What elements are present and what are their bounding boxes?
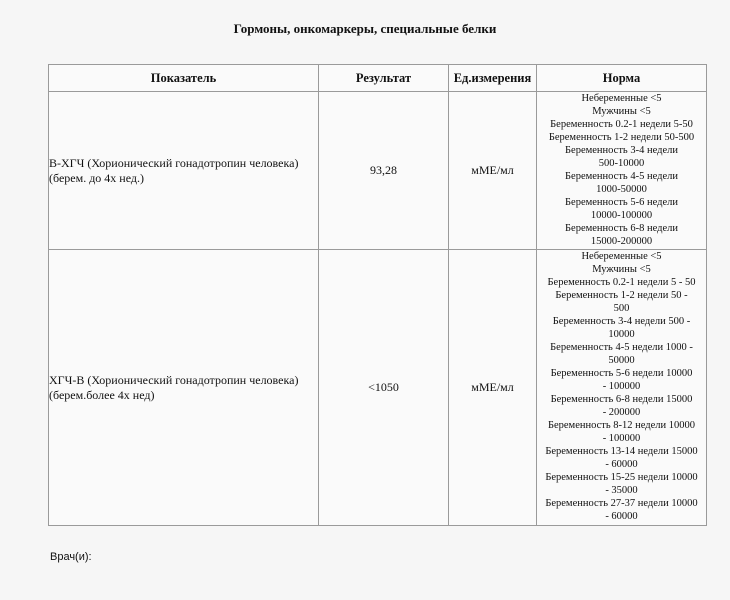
norm-line: Небеременные <5: [581, 251, 662, 262]
table-row: [49, 250, 707, 526]
norm-line: 10000-100000: [590, 210, 653, 221]
norm-line: Беременность 1-2 недели 50-500: [548, 132, 695, 143]
norm-line: Небеременные <5: [581, 93, 662, 104]
norm-line: Беременность 1-2 недели 50 -: [555, 290, 688, 301]
norm-line: - 100000: [602, 433, 641, 444]
norm-line: Беременность 4-5 недели: [565, 171, 678, 182]
norm-line: - 100000: [602, 381, 641, 392]
page-title: Гормоны, онкомаркеры, специальные белки: [233, 21, 497, 36]
header-unit: Ед.измерения: [449, 65, 537, 92]
unit-value: мМЕ/мл: [449, 92, 537, 250]
indicator-name-line: ХГЧ-В (Хорионический гонадотропин человека): [49, 372, 299, 387]
table-header-row: [49, 65, 707, 92]
norm-line: Беременность 15-25 недели 10000: [545, 472, 698, 483]
table-row: [49, 92, 707, 250]
indicator-name-line: В-ХГЧ (Хорионический гонадотропин человека): [49, 155, 299, 170]
doctor-label: Врач(и):: [50, 551, 92, 563]
indicator-cell: [49, 92, 319, 250]
norm-line: Беременность 4-5 недели 1000 -: [550, 342, 693, 353]
norm-line: 500-10000: [598, 158, 645, 169]
norm-line: 1000-50000: [596, 184, 647, 195]
norm-line: - 35000: [605, 485, 638, 496]
norm-line: 10000: [608, 329, 635, 340]
norm-line: Беременность 6-8 недели 15000: [550, 394, 693, 405]
norm-line: Беременность 8-12 недели 10000: [547, 420, 696, 431]
norm-line: Мужчины <5: [592, 106, 651, 117]
result-value: <1050: [319, 250, 449, 526]
indicator-cell: [49, 250, 319, 526]
norm-line: Беременность 0.2-1 недели 5-50: [550, 119, 693, 130]
norm-line: Мужчины <5: [592, 264, 651, 275]
norm-line: Беременность 3-4 недели: [565, 145, 678, 156]
norm-line: 15000-200000: [590, 236, 653, 247]
norm-line: - 60000: [605, 511, 638, 522]
norm-line: - 60000: [605, 459, 638, 470]
norm-line: - 200000: [602, 407, 641, 418]
header-indicator: Показатель: [49, 65, 319, 92]
norm-line: Беременность 3-4 недели 500 -: [552, 316, 691, 327]
norm-line: Беременность 0.2-1 недели 5 - 50: [547, 277, 696, 288]
header-result: Результат: [319, 65, 449, 92]
norm-line: Беременность 6-8 недели: [565, 223, 678, 234]
norm-line: 500: [613, 303, 630, 314]
norm-line: Беременность 27-37 недели 10000: [545, 498, 698, 509]
norm-line: Беременность 13-14 недели 15000: [545, 446, 698, 457]
result-value: 93,28: [319, 92, 449, 250]
indicator-name-line: (берем.более 4х нед): [49, 387, 155, 402]
unit-value: мМЕ/мл: [449, 250, 537, 526]
norm-line: Беременность 5-6 недели: [565, 197, 678, 208]
indicator-name-line: (берем. до 4х нед.): [49, 170, 144, 185]
norm-cell: [537, 92, 707, 250]
norm-line: 50000: [608, 355, 635, 366]
header-norm: Норма: [537, 65, 707, 92]
norm-cell: [537, 250, 707, 526]
results-table: [48, 64, 707, 526]
norm-line: Беременность 5-6 недели 10000: [550, 368, 693, 379]
